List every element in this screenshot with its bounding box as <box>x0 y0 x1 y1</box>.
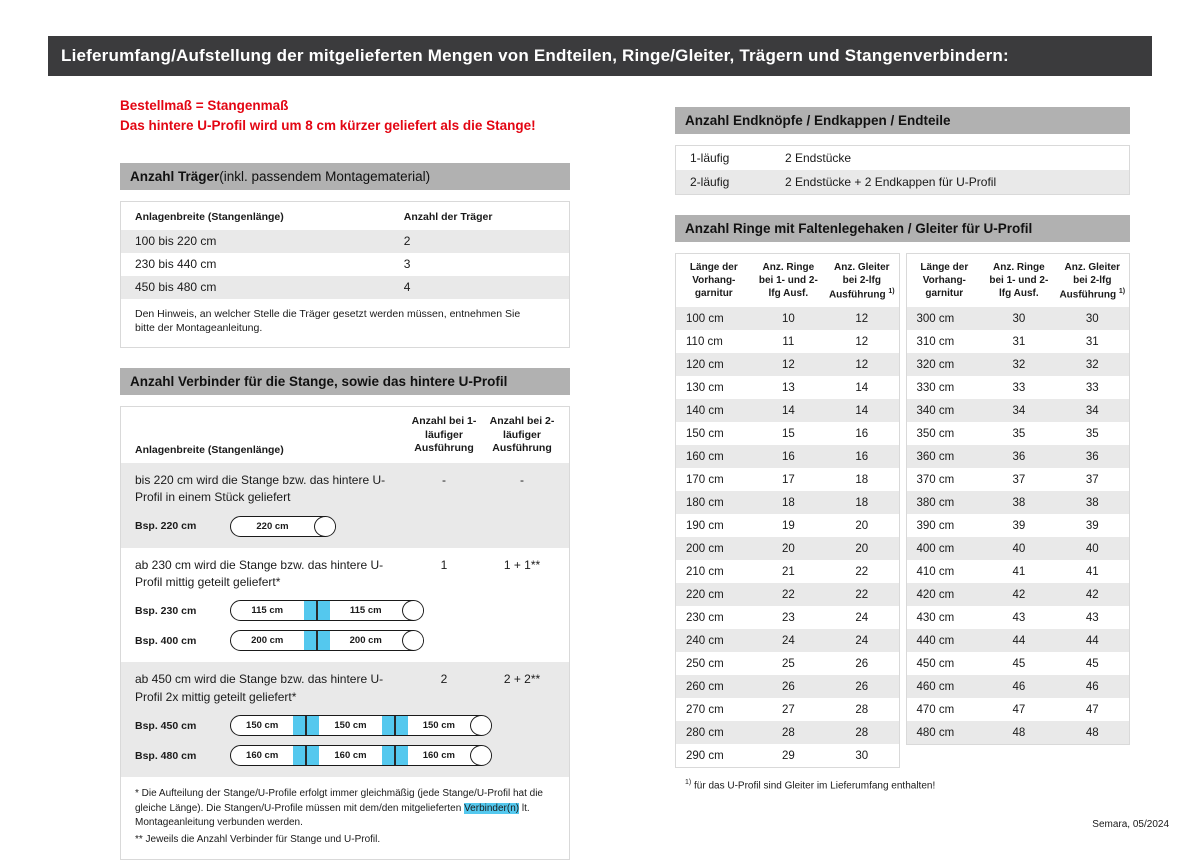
rod-segment: 160 cm <box>334 750 367 762</box>
gleiter-count: 12 <box>855 358 869 371</box>
verbinder-count-2lfg: - <box>520 472 524 487</box>
rings-count: 22 <box>781 588 795 601</box>
rings-row <box>676 514 899 537</box>
section-header-endteile <box>675 107 1130 134</box>
gleiter-count: 34 <box>1085 404 1099 417</box>
rings-count: 10 <box>781 312 795 325</box>
gleiter-count: 37 <box>1085 473 1099 486</box>
rod-example-400 <box>135 630 561 651</box>
verbinder-count-1lfg: 1 <box>440 557 448 572</box>
traeger-range: 230 bis 440 cm <box>135 257 217 271</box>
section-title-ringe: Anzahl Ringe mit Faltenlegehaken / Gleiter für U-Profil <box>685 221 1033 236</box>
verbinder-group-ab-450 <box>121 662 569 777</box>
traeger-count: 2 <box>403 234 411 248</box>
rings-row <box>907 721 1130 744</box>
rod-connector-icon <box>382 716 408 735</box>
footnote-marker: 1) <box>888 288 895 295</box>
rings-row <box>907 491 1130 514</box>
rings-row <box>676 353 899 376</box>
gleiter-count: 31 <box>1085 335 1099 348</box>
rings-length: 150 cm <box>686 427 724 440</box>
rod-segment: 150 cm <box>246 720 279 732</box>
gleiter-count: 32 <box>1085 358 1099 371</box>
rod-example-label: Bsp. 400 cm <box>135 634 197 647</box>
rod-end-knob-icon <box>470 715 492 736</box>
verbinder-col-anlagenbreite: Anlagenbreite (Stangenlänge) <box>135 443 284 456</box>
rings-count: 15 <box>781 427 795 440</box>
gleiter-count: 45 <box>1085 657 1099 670</box>
rod-connector-icon <box>304 631 330 650</box>
rod-example-230 <box>135 600 561 621</box>
rings-row <box>676 721 899 744</box>
rings-length: 240 cm <box>686 634 724 647</box>
rings-count: 21 <box>781 565 795 578</box>
endteile-row <box>676 146 1129 170</box>
rings-length: 230 cm <box>686 611 724 624</box>
right-column <box>675 107 1130 792</box>
section-subtitle-traeger: (inkl. passendem Montagematerial) <box>219 168 431 184</box>
left-column <box>120 96 570 860</box>
rod-end-knob-icon <box>402 630 424 651</box>
gleiter-count: 35 <box>1085 427 1099 440</box>
rings-row <box>676 491 899 514</box>
verbinder-count-1lfg: 2 <box>440 672 448 687</box>
traeger-row <box>121 253 569 276</box>
rod-example-450 <box>135 715 561 736</box>
rings-row <box>676 307 899 330</box>
section-title-traeger: Anzahl Träger <box>130 168 220 184</box>
red-notice <box>120 96 570 137</box>
section-title-verbinder: Anzahl Verbinder für die Stange, sowie das hintere U-Profil <box>130 373 508 389</box>
rings-length: 140 cm <box>686 404 724 417</box>
rings-count: 23 <box>781 611 795 624</box>
rings-header-row <box>676 254 899 307</box>
endteile-row <box>676 170 1129 194</box>
rings-row <box>907 307 1130 330</box>
verbinder-group-ab-230 <box>121 548 569 663</box>
rings-count: 39 <box>1012 519 1026 532</box>
title-bar <box>48 36 1152 76</box>
gleiter-count: 24 <box>855 634 869 647</box>
gleiter-count: 24 <box>855 611 869 624</box>
rings-count: 16 <box>781 450 795 463</box>
gleiter-count: 28 <box>855 726 869 739</box>
rod-connector-icon <box>382 746 408 765</box>
rings-count: 36 <box>1012 450 1026 463</box>
rings-length: 460 cm <box>916 680 955 693</box>
endteile-panel <box>675 145 1130 195</box>
rings-row <box>907 629 1130 652</box>
gleiter-count: 20 <box>855 542 869 555</box>
rings-count: 11 <box>782 335 795 348</box>
rings-length: 360 cm <box>916 450 955 463</box>
rings-length: 320 cm <box>916 358 955 371</box>
rings-row <box>907 583 1130 606</box>
footnote-marker: 1) <box>685 779 692 787</box>
gleiter-count: 18 <box>855 473 869 486</box>
rings-row <box>907 353 1130 376</box>
rings-count: 38 <box>1012 496 1026 509</box>
rod-illustration <box>230 715 492 736</box>
gleiter-count: 14 <box>855 404 869 417</box>
gleiter-count: 14 <box>855 381 869 394</box>
gleiter-count: 44 <box>1085 634 1099 647</box>
rod-connector-icon <box>304 601 330 620</box>
traeger-range: 100 bis 220 cm <box>135 234 217 248</box>
rings-panel-right <box>906 253 1131 745</box>
notice-line-2: Das hintere U-Profil wird um 8 cm kürzer geliefert als die Stange! <box>120 118 536 134</box>
rings-table-left <box>676 254 899 767</box>
rings-row <box>907 399 1130 422</box>
rings-length: 160 cm <box>686 450 724 463</box>
rings-row <box>676 560 899 583</box>
rings-row <box>676 652 899 675</box>
gleiter-count: 20 <box>855 519 869 532</box>
rings-length: 300 cm <box>916 312 955 325</box>
gleiter-count: 22 <box>855 588 869 601</box>
rings-length: 220 cm <box>686 588 724 601</box>
rings-row <box>676 422 899 445</box>
rings-count: 19 <box>781 519 795 532</box>
verbinder-desc: bis 220 cm wird die Stange bzw. das hintere U-Profil in einem Stück geliefert <box>135 472 386 505</box>
rod-segment: 200 cm <box>349 635 382 647</box>
rings-row <box>907 698 1130 721</box>
traeger-header-row <box>121 202 569 230</box>
gleiter-count: 26 <box>855 657 869 670</box>
rings-count: 45 <box>1012 657 1026 670</box>
rings-row <box>676 445 899 468</box>
rings-row <box>907 468 1130 491</box>
rings-row <box>907 445 1130 468</box>
footnote-anzahl-verbinder: ** Jeweils die Anzahl Verbinder für Stange und U-Profil. <box>135 833 381 845</box>
section-header-traeger <box>120 163 570 190</box>
rings-length: 470 cm <box>916 703 955 716</box>
rings-count: 31 <box>1012 335 1026 348</box>
rod-connector-icon <box>293 716 319 735</box>
rod-segment: 115 cm <box>251 605 284 617</box>
rod-end-knob-icon <box>402 600 424 621</box>
endteile-type: 2-läufig <box>690 175 730 189</box>
section-header-ringe <box>675 215 1130 242</box>
gleiter-count: 38 <box>1085 496 1099 509</box>
rings-col-ringe: Anz. Ringe bei 1- und 2-lfg Ausf. <box>989 262 1049 299</box>
rings-table-right <box>907 254 1130 744</box>
rings-row <box>676 675 899 698</box>
rod-example-label: Bsp. 450 cm <box>135 719 197 732</box>
rings-count: 30 <box>1012 312 1026 325</box>
rings-count: 48 <box>1012 726 1026 739</box>
gleiter-count: 12 <box>855 335 869 348</box>
gleiter-count: 41 <box>1085 565 1099 578</box>
rings-count: 35 <box>1012 427 1026 440</box>
rod-illustration <box>230 600 424 621</box>
gleiter-count: 12 <box>855 312 869 325</box>
rings-length: 260 cm <box>686 680 724 693</box>
notice-line-1: Bestellmaß = Stangenmaß <box>120 98 289 113</box>
traeger-panel <box>120 201 570 348</box>
rod-example-label: Bsp. 220 cm <box>135 520 197 533</box>
rings-col-gleiter: Anz. Gleiter bei 2-lfg Ausführung $^{1)}$ <box>1059 262 1126 301</box>
gleiter-count: 30 <box>1085 312 1099 325</box>
rings-length: 340 cm <box>916 404 955 417</box>
rings-length: 190 cm <box>686 519 724 532</box>
rod-illustration <box>230 630 424 651</box>
gleiter-count: 18 <box>855 496 869 509</box>
rings-col-laenge: Länge der Vorhang-garnitur <box>689 262 738 299</box>
verbinder-col-1laeufig: Anzahl bei 1-läufiger Ausführung <box>411 414 477 455</box>
rings-row <box>676 376 899 399</box>
rings-count: 47 <box>1012 703 1026 716</box>
rings-length: 480 cm <box>916 726 955 739</box>
gleiter-count: 30 <box>855 749 869 762</box>
rings-count: 43 <box>1012 611 1026 624</box>
rings-count: 41 <box>1012 565 1026 578</box>
verbinder-count-1lfg: - <box>442 472 446 487</box>
rings-length: 450 cm <box>916 657 955 670</box>
rod-segment: 160 cm <box>246 750 279 762</box>
rings-count: 37 <box>1012 473 1026 486</box>
gleiter-count: 16 <box>855 450 869 463</box>
rings-count: 29 <box>781 749 795 762</box>
rings-panel-left <box>675 253 900 768</box>
rings-length: 310 cm <box>916 335 955 348</box>
rod-segment: 220 cm <box>256 520 289 532</box>
doc-footer: Semara, 05/2024 <box>1092 819 1169 830</box>
rod-segment: 115 cm <box>349 605 382 617</box>
gleiter-count: 16 <box>855 427 869 440</box>
rod-example-label: Bsp. 480 cm <box>135 749 197 762</box>
rings-count: 13 <box>781 381 795 394</box>
rings-row <box>907 330 1130 353</box>
rings-row <box>907 560 1130 583</box>
rings-count: 18 <box>781 496 795 509</box>
gleiter-count: 39 <box>1085 519 1099 532</box>
footnote-aufteilung: * Die Aufteilung der Stange/U-Profile erfolgt immer gleichmäßig (jede Stange/U-Profil hat die gleiche Länge). Die Stangen/U-Profile müssen mit dem/den mitgelieferten Verbinder(n) lt. Montageanleitung verbunden werden. <box>135 788 543 829</box>
rings-footnote: $^{1)}$ für das U-Profil sind Gleiter im Lieferumfang enthalten! <box>685 779 936 792</box>
rings-row <box>907 376 1130 399</box>
rod-segment: 160 cm <box>422 750 455 762</box>
rings-col-ringe: Anz. Ringe bei 1- und 2-lfg Ausf. <box>758 262 818 299</box>
rings-length: 170 cm <box>686 473 724 486</box>
rings-header-row <box>907 254 1130 307</box>
rings-row <box>907 422 1130 445</box>
endteile-type: 1-läufig <box>690 151 730 165</box>
endteile-content: 2 Endstücke + 2 Endkappen für U-Profil <box>785 175 997 189</box>
rings-length: 370 cm <box>916 473 955 486</box>
verbinder-panel <box>120 406 570 860</box>
gleiter-count: 42 <box>1085 588 1099 601</box>
rings-count: 40 <box>1012 542 1026 555</box>
rod-segment: 150 cm <box>422 720 455 732</box>
traeger-count: 3 <box>403 257 411 271</box>
rod-example-label: Bsp. 230 cm <box>135 604 197 617</box>
verbinder-desc: ab 450 cm wird die Stange bzw. das hintere U-Profil 2x mittig geteilt geliefert* <box>135 672 384 704</box>
gleiter-count: 36 <box>1085 450 1099 463</box>
traeger-col-anzahl: Anzahl der Träger <box>403 210 493 223</box>
rings-length: 210 cm <box>686 565 724 578</box>
rings-length: 400 cm <box>916 542 955 555</box>
rings-length: 130 cm <box>686 381 724 394</box>
rings-count: 27 <box>781 703 795 716</box>
rings-row <box>676 744 899 767</box>
footnote-marker: 1) <box>1118 288 1126 295</box>
gleiter-count: 47 <box>1085 703 1099 716</box>
section-title-endteile: Anzahl Endknöpfe / Endkappen / Endteile <box>685 113 951 128</box>
traeger-count: 4 <box>403 280 411 294</box>
verbinder-group-row <box>121 671 561 706</box>
rings-count: 42 <box>1012 588 1026 601</box>
rings-length: 280 cm <box>686 726 724 739</box>
rings-length: 350 cm <box>916 427 955 440</box>
rod-illustration <box>230 745 492 766</box>
gleiter-count: 43 <box>1085 611 1099 624</box>
rod-connector-icon <box>293 746 319 765</box>
rings-length: 120 cm <box>686 358 724 371</box>
rings-length: 410 cm <box>916 565 955 578</box>
rod-example-480 <box>135 745 561 766</box>
rings-row <box>676 399 899 422</box>
rings-row <box>907 514 1130 537</box>
rings-row <box>676 606 899 629</box>
verbinder-footnotes <box>121 777 569 859</box>
verbinder-header-row <box>121 407 569 463</box>
rings-length: 100 cm <box>686 312 724 325</box>
rings-count: 17 <box>781 473 795 486</box>
rings-length: 290 cm <box>686 749 724 762</box>
rings-length: 440 cm <box>916 634 955 647</box>
endteile-content: 2 Endstücke <box>785 151 852 165</box>
section-header-verbinder <box>120 368 570 395</box>
rings-length: 250 cm <box>686 657 724 670</box>
traeger-table <box>121 202 569 299</box>
verbinder-count-2lfg: 1 + 1** <box>503 557 541 572</box>
rings-row <box>676 537 899 560</box>
gleiter-count: 33 <box>1085 381 1099 394</box>
rings-count: 44 <box>1012 634 1026 647</box>
rod-end-knob-icon <box>314 516 336 537</box>
rings-length: 430 cm <box>916 611 955 624</box>
rings-row <box>676 468 899 491</box>
rings-count: 46 <box>1012 680 1026 693</box>
rings-count: 14 <box>781 404 795 417</box>
rings-count: 12 <box>781 358 795 371</box>
rings-row <box>676 330 899 353</box>
rings-row <box>907 606 1130 629</box>
rod-segment: 150 cm <box>334 720 367 732</box>
page-title: Lieferumfang/Aufstellung der mitgelieferten Mengen von Endteilen, Ringe/Gleiter, Trägern und Stangenverbindern: <box>61 46 1009 65</box>
rod-illustration <box>230 516 336 537</box>
rings-count: 34 <box>1012 404 1026 417</box>
rings-count: 33 <box>1012 381 1026 394</box>
verbinder-highlight: Verbinder(n) <box>464 802 520 814</box>
gleiter-count: 46 <box>1085 680 1099 693</box>
rings-length: 330 cm <box>916 381 955 394</box>
rings-length: 380 cm <box>916 496 955 509</box>
rings-length: 270 cm <box>686 703 724 716</box>
rings-row <box>676 629 899 652</box>
rod-example-220 <box>135 516 561 537</box>
traeger-row <box>121 276 569 299</box>
rings-count: 28 <box>781 726 795 739</box>
traeger-note: Den Hinweis, an welcher Stelle die Träger gesetzt werden müssen, entnehmen Sie bitte der Montageanleitung. <box>135 307 521 335</box>
verbinder-group-row <box>121 472 561 507</box>
verbinder-desc: ab 230 cm wird die Stange bzw. das hintere U-Profil mittig geteilt geliefert* <box>135 557 384 589</box>
verbinder-group-row <box>121 557 561 592</box>
rings-tables <box>675 253 1130 768</box>
rings-length: 390 cm <box>916 519 955 532</box>
gleiter-count: 40 <box>1085 542 1099 555</box>
rod-end-knob-icon <box>470 745 492 766</box>
verbinder-col-2laeufig: Anzahl bei 2-läufiger Ausführung <box>489 414 555 455</box>
rings-row <box>676 698 899 721</box>
rings-length: 420 cm <box>916 588 955 601</box>
endteile-table <box>676 146 1129 194</box>
rod-segment: 200 cm <box>251 635 284 647</box>
gleiter-count: 22 <box>855 565 869 578</box>
rings-length: 110 cm <box>686 335 723 348</box>
traeger-row <box>121 230 569 253</box>
rings-count: 20 <box>781 542 795 555</box>
rings-length: 200 cm <box>686 542 724 555</box>
verbinder-count-2lfg: 2 + 2** <box>503 672 541 687</box>
rings-col-gleiter: Anz. Gleiter bei 2-lfg Ausführung $^{1)}$ <box>828 262 895 301</box>
rings-length: 180 cm <box>686 496 724 509</box>
traeger-range: 450 bis 480 cm <box>135 280 217 294</box>
rings-row <box>907 652 1130 675</box>
rings-count: 25 <box>781 657 795 670</box>
rings-count: 32 <box>1012 358 1026 371</box>
rings-col-laenge: Länge der Vorhang-garnitur <box>920 262 969 299</box>
rings-row <box>907 537 1130 560</box>
gleiter-count: 28 <box>855 703 869 716</box>
traeger-col-anlagenbreite: Anlagenbreite (Stangenlänge) <box>135 210 284 223</box>
verbinder-group-bis-220 <box>121 463 569 548</box>
rings-row <box>907 675 1130 698</box>
rings-count: 24 <box>781 634 795 647</box>
gleiter-count: 48 <box>1085 726 1099 739</box>
rings-count: 26 <box>781 680 795 693</box>
gleiter-count: 26 <box>855 680 869 693</box>
rings-row <box>676 583 899 606</box>
